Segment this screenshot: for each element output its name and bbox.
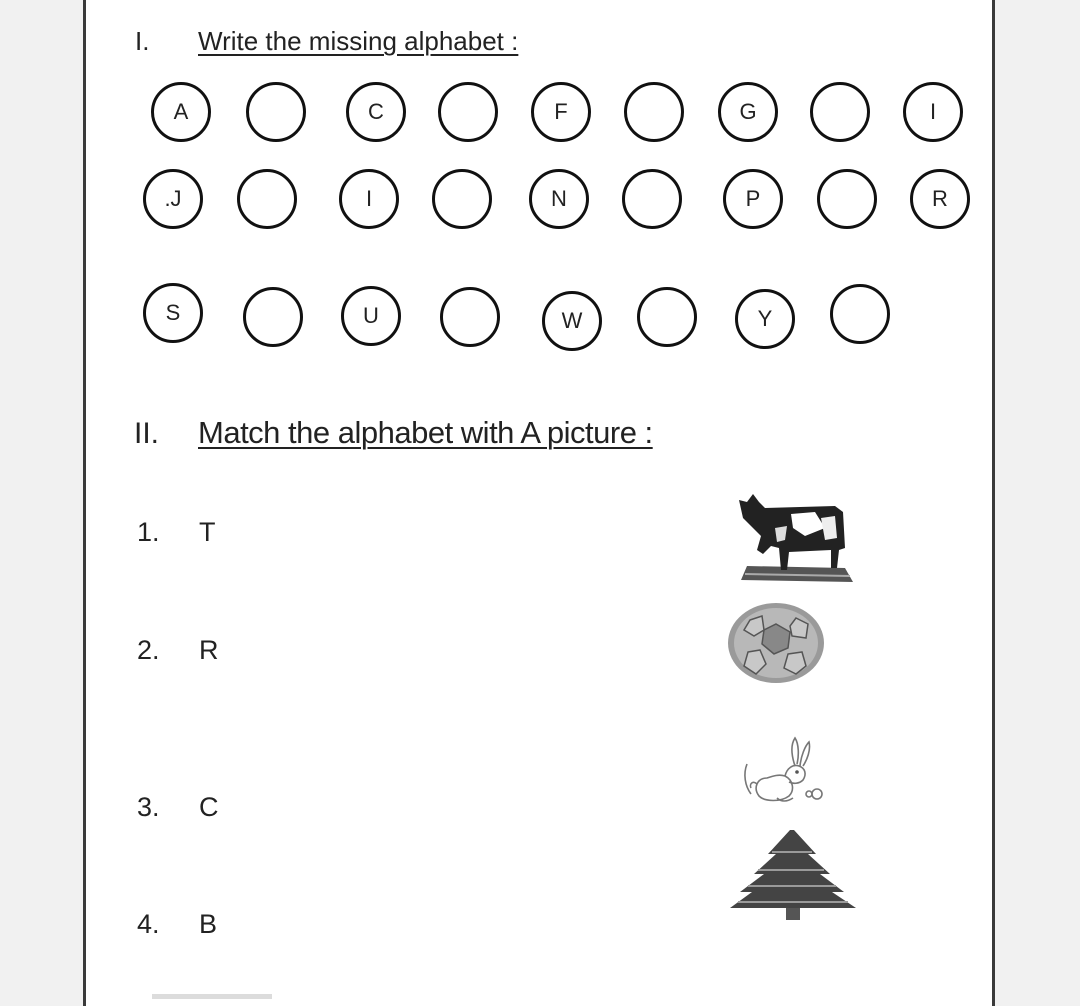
letter-circle: I [339,169,399,229]
item-letter: B [199,909,218,939]
rabbit-picture[interactable] [737,734,832,806]
section-2-title: Match the alphabet with A picture : [198,415,653,450]
match-item [137,517,216,548]
item-number: 4. [137,909,160,939]
blank-circle[interactable] [830,284,890,344]
item-number: 2. [137,635,160,665]
letter-circle: .J [143,169,203,229]
item-letter: C [199,792,219,822]
item-number: 3. [137,792,160,822]
letter-circle: R [910,169,970,229]
worksheet-page [83,0,995,1006]
tree-picture[interactable] [728,826,858,922]
blank-circle[interactable] [246,82,306,142]
blank-circle[interactable] [637,287,697,347]
section-1-number: I. [135,26,150,56]
ball-picture[interactable] [726,602,826,684]
letter-circle: W [542,291,602,351]
section-2-number: II. [134,417,160,450]
item-letter: T [199,517,216,547]
letter-circle: Y [735,289,795,349]
blank-circle[interactable] [624,82,684,142]
cow-picture[interactable] [735,488,855,588]
blank-circle[interactable] [622,169,682,229]
letter-circle: P [723,169,783,229]
letter-circle: G [718,82,778,142]
page-edge-mark [152,994,272,999]
blank-circle[interactable] [440,287,500,347]
letter-circle: I [903,82,963,142]
blank-circle[interactable] [817,169,877,229]
match-item [137,909,217,940]
letter-circle: N [529,169,589,229]
section-1-title: Write the missing alphabet : [198,26,519,56]
letter-circle: S [143,283,203,343]
blank-circle[interactable] [810,82,870,142]
item-number: 1. [137,517,160,547]
letter-circle: C [346,82,406,142]
blank-circle[interactable] [237,169,297,229]
match-item [137,635,219,666]
blank-circle[interactable] [243,287,303,347]
item-letter: R [199,635,219,665]
letter-circle: U [341,286,401,346]
letter-circle: F [531,82,591,142]
letter-circle: A [151,82,211,142]
blank-circle[interactable] [432,169,492,229]
blank-circle[interactable] [438,82,498,142]
match-item [137,792,219,823]
